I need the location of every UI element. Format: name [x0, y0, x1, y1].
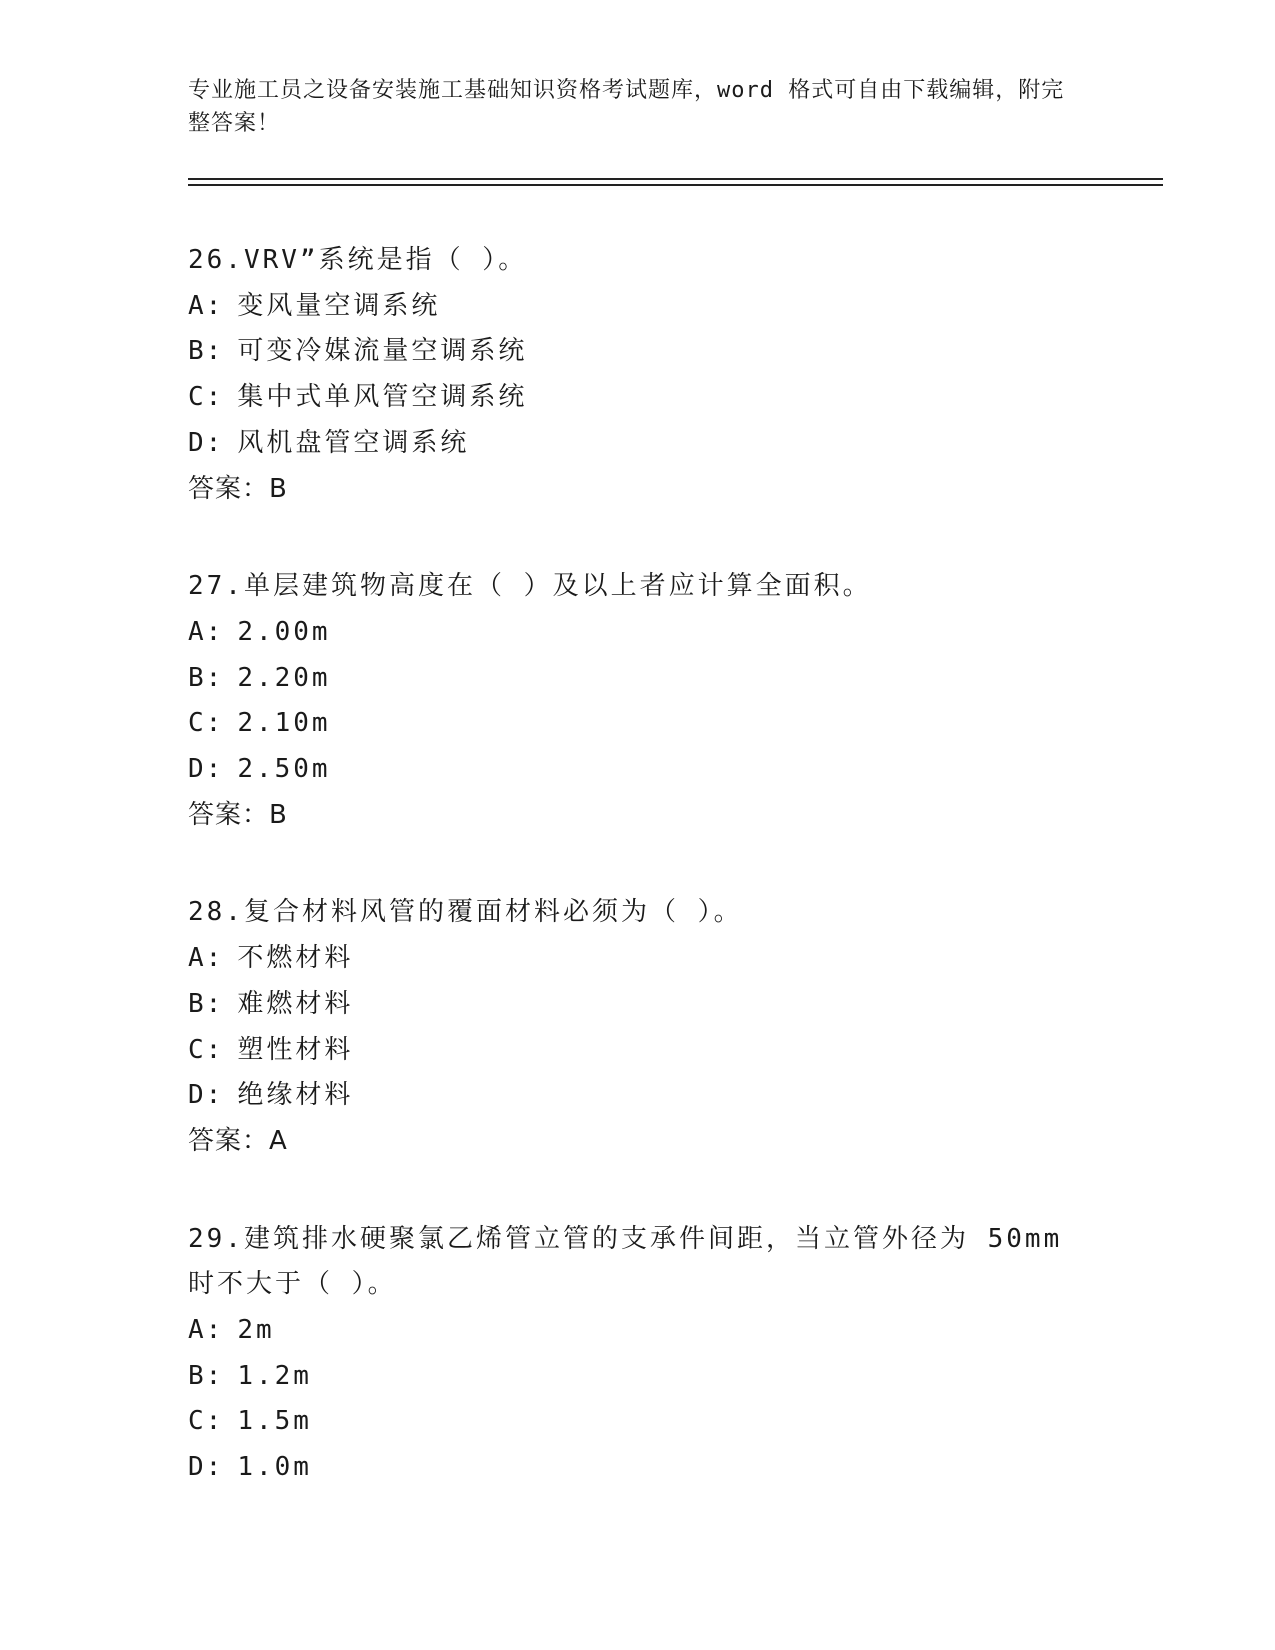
question-option	[188, 284, 1088, 330]
option-text: 2m	[237, 1315, 275, 1346]
document-header: 专业施工员之设备安装施工基础知识资格考试题库，word 格式可自由下载编辑，附完整答案！	[188, 78, 1065, 136]
option-text: 可变冷媒流量空调系统	[237, 336, 528, 367]
header-divider-line	[188, 184, 1163, 186]
answer-text: 答案：B	[188, 799, 288, 830]
option-letter: A:	[188, 616, 224, 647]
option-letter: B:	[188, 662, 224, 693]
option-text: 2.10m	[237, 708, 331, 739]
option-letter: D:	[188, 1452, 224, 1483]
option-text: 1.2m	[237, 1360, 312, 1391]
option-letter: B:	[188, 336, 224, 367]
question-option	[188, 329, 1088, 375]
header-divider-line	[188, 178, 1163, 180]
question-option	[188, 701, 1088, 747]
question-option	[188, 375, 1088, 421]
question-item	[188, 564, 1088, 838]
option-letter: D:	[188, 1080, 224, 1111]
option-letter: C:	[188, 1406, 224, 1437]
option-text: 风机盘管空调系统	[237, 427, 470, 458]
question-option	[188, 936, 1088, 982]
option-text: 变风量空调系统	[237, 290, 441, 321]
option-letter: C:	[188, 1034, 224, 1065]
question-text: 29.建筑排水硬聚氯乙烯管立管的支承件间距，当立管外径为 50mm 时不大于（ ）。	[188, 1223, 1063, 1300]
answer-text: 答案：A	[188, 1125, 288, 1156]
question-item	[188, 238, 1088, 512]
answer-text: 答案：B	[188, 473, 288, 504]
question-option	[188, 982, 1088, 1028]
question-option	[188, 1354, 1088, 1400]
question-option	[188, 1073, 1088, 1119]
option-text: 2.50m	[237, 754, 331, 785]
question-option	[188, 1445, 1088, 1491]
option-text: 塑性材料	[237, 1034, 354, 1065]
question-text: 27.单层建筑物高度在（ ）及以上者应计算全面积。	[188, 571, 872, 602]
option-text: 2.00m	[237, 616, 331, 647]
question-item	[188, 890, 1088, 1164]
option-letter: C:	[188, 708, 224, 739]
option-text: 1.5m	[237, 1406, 312, 1437]
option-text: 2.20m	[237, 662, 331, 693]
option-letter: B:	[188, 988, 224, 1019]
question-option	[188, 747, 1088, 793]
question-option	[188, 610, 1088, 656]
option-letter: B:	[188, 1360, 224, 1391]
option-letter: A:	[188, 1315, 224, 1346]
question-text: 26.VRV”系统是指（ ）。	[188, 245, 528, 275]
option-letter: C:	[188, 382, 224, 413]
option-letter: D:	[188, 427, 224, 458]
question-option	[188, 1028, 1088, 1074]
option-letter: D:	[188, 754, 224, 785]
option-letter: A:	[188, 290, 224, 321]
question-item	[188, 1217, 1088, 1491]
option-text: 1.0m	[237, 1452, 312, 1483]
question-option	[188, 1399, 1088, 1445]
question-text: 28.复合材料风管的覆面材料必须为（ ）。	[188, 897, 743, 928]
option-text: 集中式单风管空调系统	[237, 382, 528, 413]
option-text: 绝缘材料	[237, 1080, 354, 1111]
question-option	[188, 421, 1088, 467]
question-option	[188, 1308, 1088, 1354]
question-option	[188, 656, 1088, 702]
question-list	[188, 238, 1088, 1543]
option-text: 难燃材料	[237, 988, 354, 1019]
option-text: 不燃材料	[237, 943, 354, 974]
option-letter: A:	[188, 943, 224, 974]
